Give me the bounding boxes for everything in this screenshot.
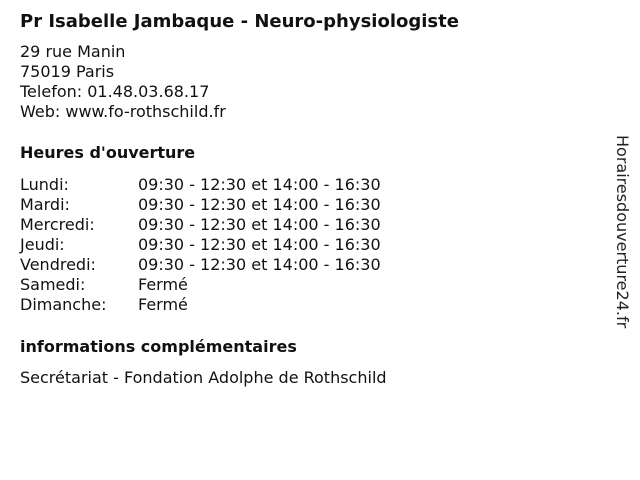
hours-row-saturday [20,275,590,295]
day-label: Vendredi: [20,255,96,274]
hours-row-wednesday [20,215,590,235]
hours-row-friday [20,255,590,275]
day-label: Dimanche: [20,295,107,314]
opening-hours-table [20,175,590,315]
time-value: 09:30 - 12:30 et 14:00 - 16:30 [138,215,381,234]
day-label: Samedi: [20,275,86,294]
day-label: Jeudi: [20,235,65,254]
phone-number: Telefon: 01.48.03.68.17 [20,82,210,101]
additional-info-heading: informations complémentaires [20,337,297,356]
opening-hours-heading: Heures d'ouverture [20,143,196,162]
time-value: Fermé [138,275,188,294]
street-address: 29 rue Manin [20,42,126,61]
website: Web: www.fo-rothschild.fr [20,102,226,121]
time-value: Fermé [138,295,188,314]
hours-row-monday [20,175,590,195]
hours-row-tuesday [20,195,590,215]
day-label: Mercredi: [20,215,95,234]
time-value: 09:30 - 12:30 et 14:00 - 16:30 [138,195,381,214]
day-label: Mardi: [20,195,70,214]
day-label: Lundi: [20,175,69,194]
hours-row-thursday [20,235,590,255]
time-value: 09:30 - 12:30 et 14:00 - 16:30 [138,175,381,194]
address-block [20,42,590,122]
page-title: Pr Isabelle Jambaque - Neuro-physiologiste [20,11,459,32]
hours-row-sunday [20,295,590,315]
time-value: 09:30 - 12:30 et 14:00 - 16:30 [138,235,381,254]
time-value: 09:30 - 12:30 et 14:00 - 16:30 [138,255,381,274]
site-watermark: Horairesdouverture24.fr [613,135,632,329]
city-postal-code: 75019 Paris [20,62,115,81]
business-card [20,10,590,388]
additional-info-text: Secrétariat - Fondation Adolphe de Rothschild [20,368,387,387]
